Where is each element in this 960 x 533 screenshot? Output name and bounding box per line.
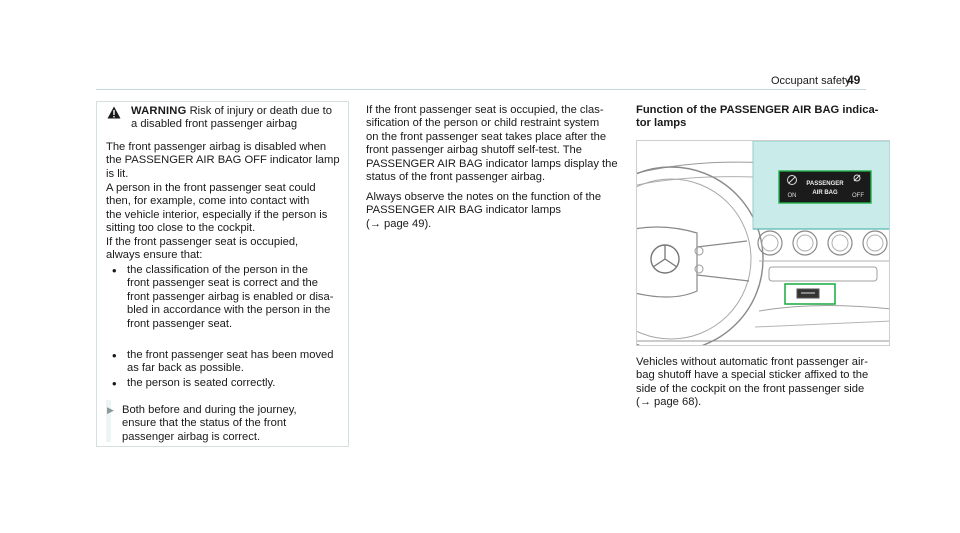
warning-title-text: Risk of injury or death due to: [186, 105, 332, 117]
text-line: side of the cockpit on the front passenger side: [636, 382, 865, 395]
text-line: bled in accordance with the person in the: [127, 304, 331, 317]
page-reference[interactable]: (→ page 49).: [366, 217, 432, 230]
text-line: the PASSENGER AIR BAG OFF indicator lamp: [106, 154, 340, 167]
action-step: [122, 404, 297, 444]
text-line: the person is seated correctly.: [127, 377, 276, 389]
figure-caption: [636, 356, 868, 410]
warning-paragraph-1: [106, 141, 340, 181]
cockpit-drawing: [637, 141, 890, 346]
text-line: front passenger seat is correct and the: [127, 277, 318, 290]
text-line: Always observe the notes on the function of the: [366, 191, 602, 203]
cockpit-illustration: [636, 140, 890, 346]
text-line: front passenger seat.: [127, 317, 233, 330]
page-number: 49: [847, 73, 861, 87]
panel-off-label: OFF: [852, 193, 864, 199]
heading-line: Function of the PASSENGER AIR BAG indica-: [636, 104, 879, 116]
text-line: The front passenger airbag is disabled when: [106, 141, 327, 153]
text-line: Vehicles without automatic front passenger air-: [636, 356, 868, 368]
warning-triangle-icon: [107, 106, 121, 119]
text-line: as far back as possible.: [127, 362, 244, 375]
text-line: ensure that the status of the front: [122, 417, 287, 430]
warning-label: WARNING: [131, 105, 187, 117]
text-line: the front passenger seat has been moved: [127, 349, 334, 361]
page-reference[interactable]: (→ page 68).: [636, 396, 702, 409]
bullet-icon: •: [112, 376, 117, 391]
text-line: on the front passenger seat takes place after the: [366, 130, 607, 143]
text-line: Both before and during the journey,: [122, 404, 297, 416]
text-line: then, for example, come into contact with: [106, 195, 310, 208]
passenger-airbag-indicator-panel: [779, 171, 871, 203]
bullet-icon: •: [112, 348, 117, 363]
text-line: passenger airbag is correct.: [122, 430, 261, 443]
warning-title-text-2: a disabled front passenger airbag: [131, 118, 298, 130]
middle-paragraph-1: [366, 104, 618, 184]
text-line: front passenger airbag is enabled or disa-: [127, 290, 334, 303]
section-heading: [636, 104, 878, 131]
text-line: always ensure that:: [106, 249, 203, 262]
middle-paragraph-2: [366, 191, 601, 231]
text-line: If the front passenger seat is occupied, the clas-: [366, 104, 604, 116]
panel-on-label: ON: [787, 193, 797, 199]
text-line: sitting too close to the cockpit.: [106, 222, 256, 235]
header-divider: [96, 89, 866, 90]
text-line: status of the front passenger airbag.: [366, 171, 546, 184]
text-line: PASSENGER AIR BAG indicator lamps display the: [366, 157, 618, 170]
panel-passenger-label: PASSENGER: [806, 181, 844, 187]
heading-line: tor lamps: [636, 117, 687, 130]
text-line: A person in the front passenger seat could: [106, 182, 316, 194]
bullet-icon: •: [112, 263, 117, 278]
text-line: front passenger airbag shutoff self-test. The: [366, 144, 583, 157]
text-line: bag shutoff have a special sticker affixed to the: [636, 369, 869, 382]
text-line: the classification of the person in the: [127, 264, 308, 276]
action-arrow-icon: ▶: [107, 405, 114, 415]
text-line: If the front passenger seat is occupied,: [106, 236, 299, 248]
text-line: is lit.: [106, 167, 129, 180]
text-line: PASSENGER AIR BAG indicator lamps: [366, 204, 562, 217]
text-line: sification of the person or child restraint system: [366, 117, 600, 130]
warning-paragraph-2: [106, 182, 327, 236]
running-header: Occupant safety: [771, 75, 851, 87]
warning-paragraph-3: [106, 236, 298, 263]
text-line: the vehicle interior, especially if the person is: [106, 208, 328, 221]
panel-airbag-label: AIR BAG: [812, 190, 838, 196]
